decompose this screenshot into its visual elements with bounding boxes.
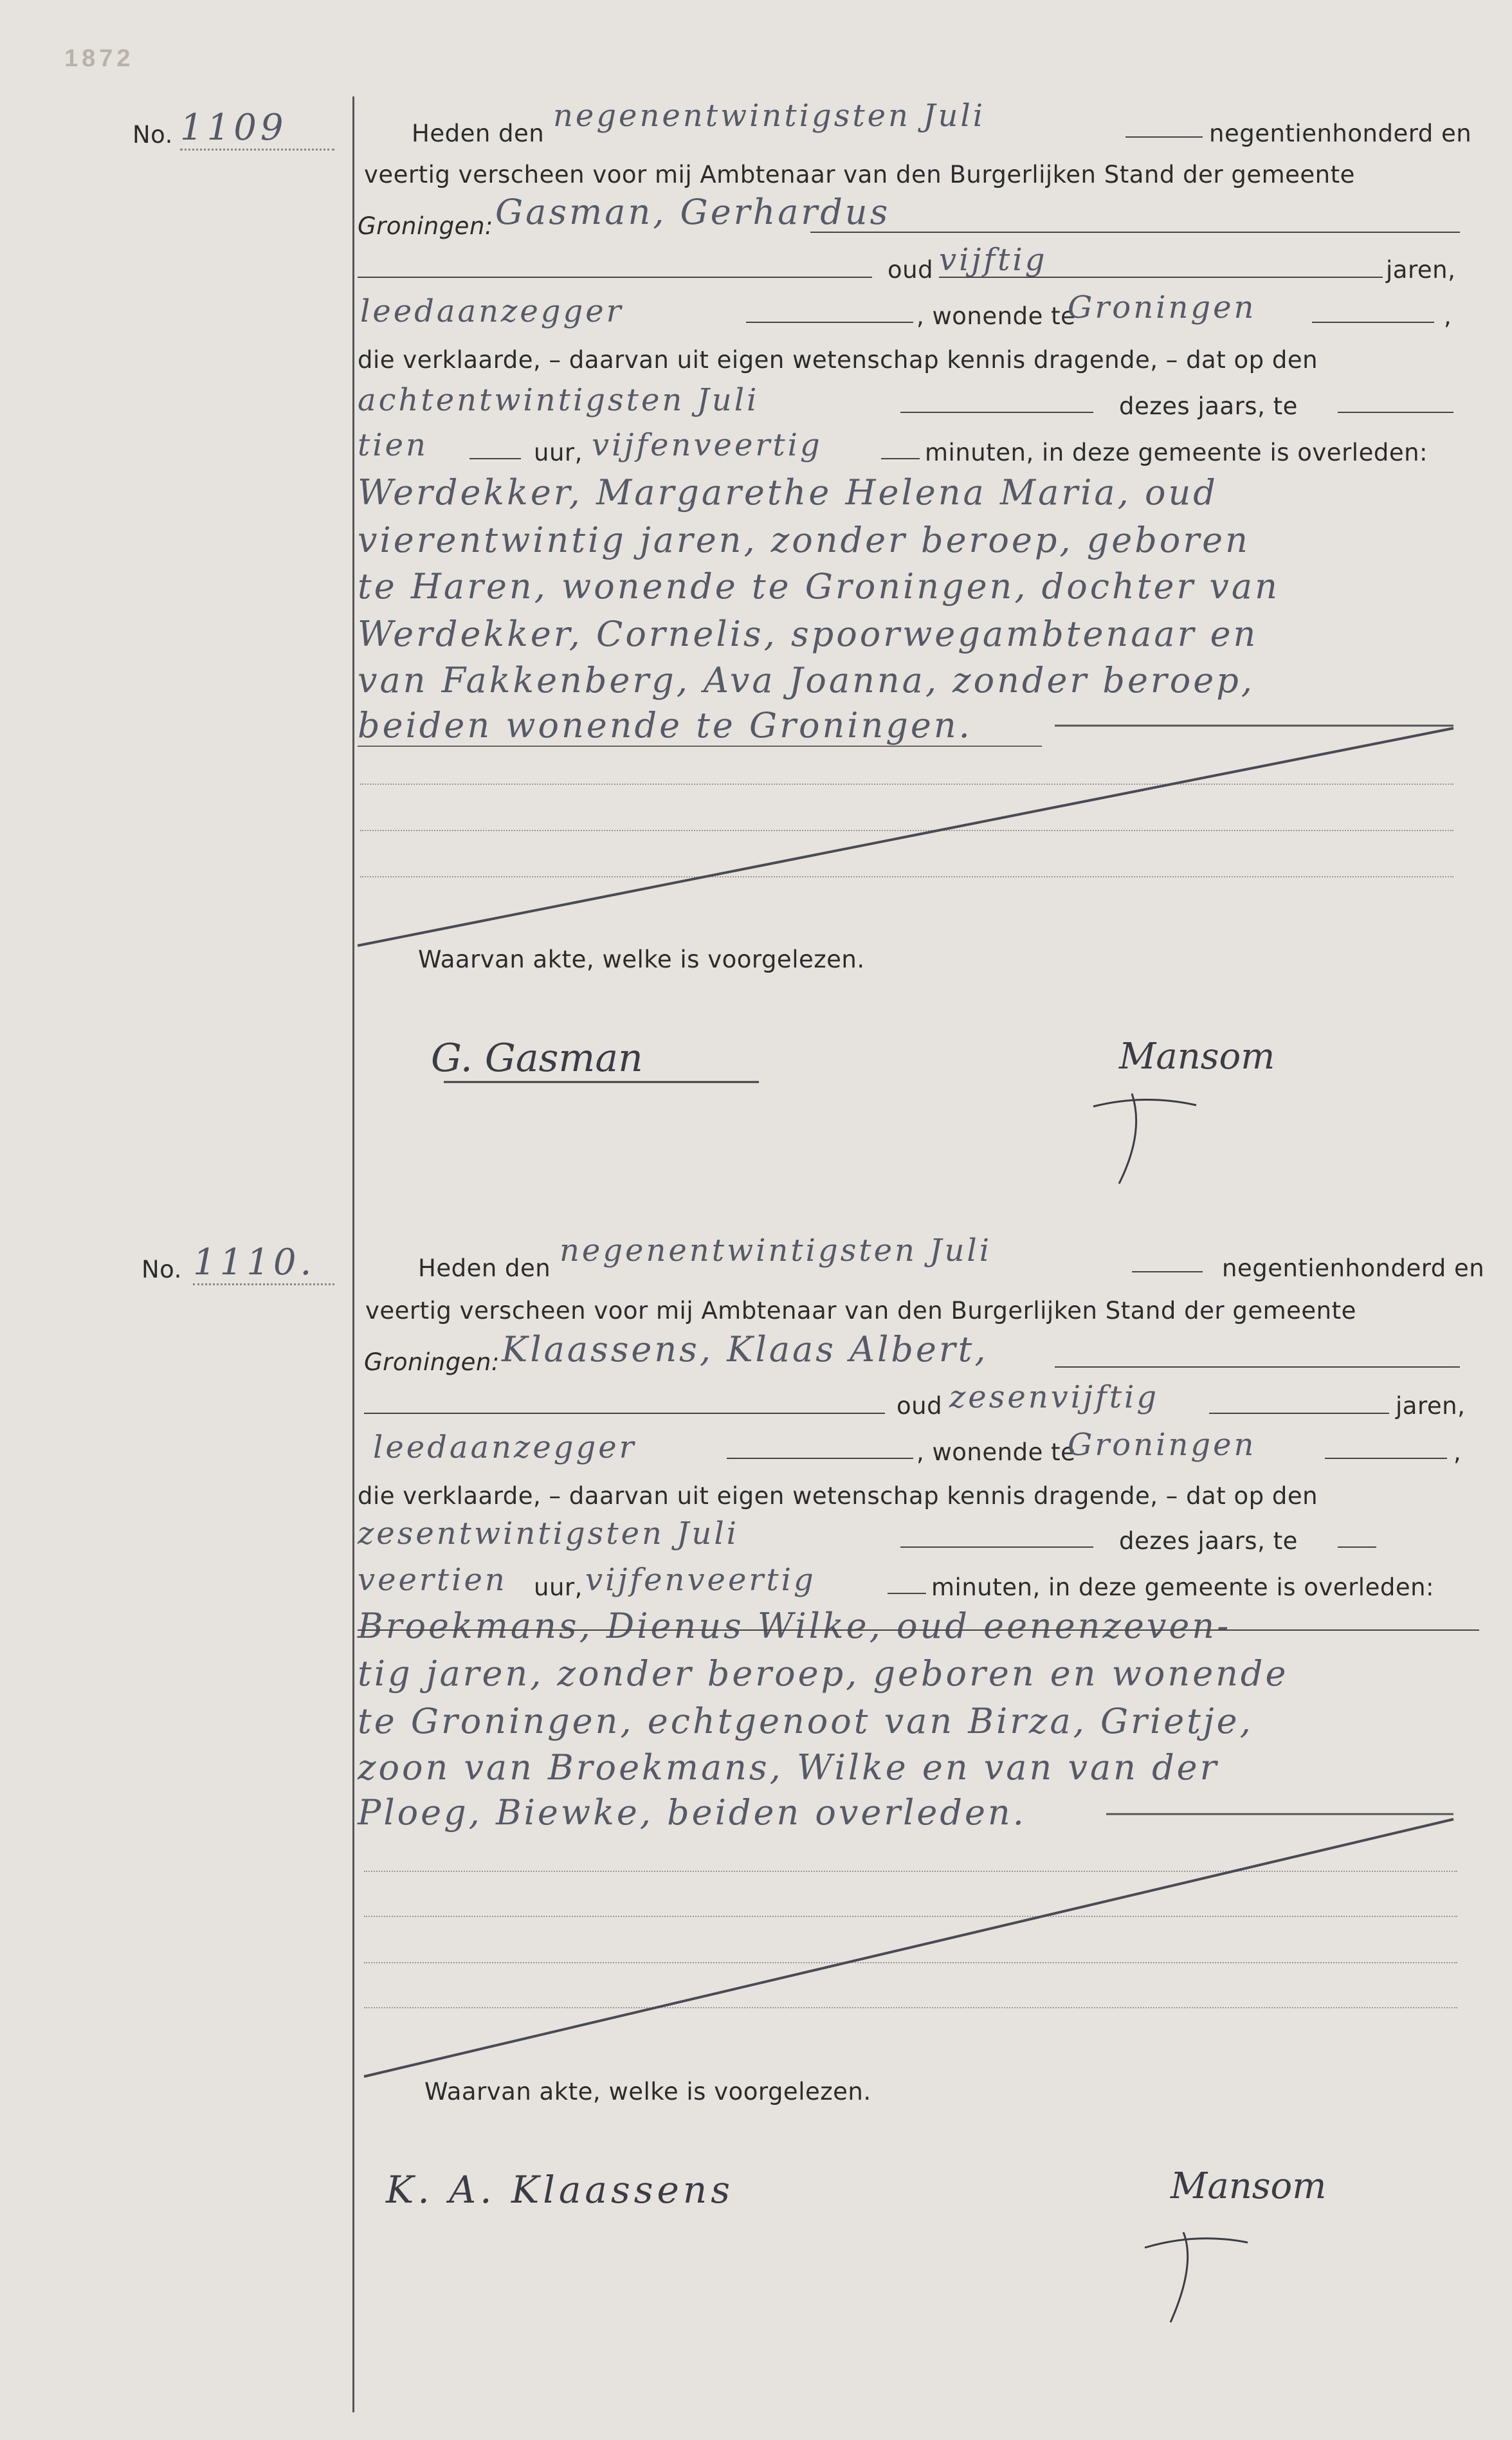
handwritten-body-line-5: van Fakkenberg, Ava Joanna, zonder beroep, <box>358 660 1255 701</box>
act-number: 1109 <box>180 107 334 151</box>
text-oud: oud <box>897 1392 943 1420</box>
text-dezes: dezes jaars, te <box>1119 392 1298 420</box>
signature-official: Mansom <box>1119 1036 1275 1078</box>
handwritten-body-line-1: Werdekker, Margarethe Helena Maria, oud <box>358 472 1218 513</box>
text-groningen: Groningen: <box>364 1348 500 1376</box>
handwritten-body-line-5: Ploeg, Biewke, beiden overleden. <box>358 1792 1026 1833</box>
handwritten-date: negenentwintigsten Juli <box>560 1233 992 1269</box>
handwritten-body-line-2: tig jaren, zonder beroep, geboren en wonende <box>358 1653 1289 1694</box>
diagonal-closing-stroke <box>364 1819 1453 2077</box>
text-oud: oud <box>888 256 934 284</box>
text-comma: , <box>1444 302 1452 330</box>
handwritten-body-line-3: te Groningen, echtgenoot van Birza, Grietje, <box>358 1701 1253 1741</box>
handwritten-residence: Groningen <box>1068 289 1257 326</box>
text-uur: uur, <box>534 439 583 466</box>
text-verklaarde: die verklaarde, – daarvan uit eigen wetenschap kennis dragende, – dat op den <box>358 346 1318 374</box>
signature-declarant: G. Gasman <box>431 1036 643 1081</box>
text-wonende: , wonende te <box>916 302 1076 330</box>
handwritten-minutes: vijfenveertig <box>592 427 823 463</box>
handwritten-body-line-4: zoon van Broekmans, Wilke en van van der <box>358 1747 1219 1788</box>
handwritten-death-date: achtentwintigsten Juli <box>358 382 760 418</box>
handwritten-date: negenentwintigsten Juli <box>553 98 986 134</box>
text-waarvan-akte: Waarvan akte, welke is voorgelezen. <box>418 946 865 973</box>
handwritten-hour: tien <box>358 427 428 463</box>
text-uur: uur, <box>534 1573 583 1601</box>
handwritten-age: zesenvijftig <box>949 1379 1160 1415</box>
handwritten-body-line-2: vierentwintig jaren, zonder beroep, geboren <box>358 520 1250 560</box>
text-minuten: minuten, in deze gemeente is overleden: <box>931 1573 1434 1601</box>
handwritten-minutes: vijfenveertig <box>585 1562 816 1598</box>
text-waarvan-akte: Waarvan akte, welke is voorgelezen. <box>424 2078 871 2105</box>
handwritten-occupation: leedaanzegger <box>360 293 624 329</box>
handwritten-residence: Groningen <box>1068 1427 1257 1463</box>
text-heden: Heden den <box>412 120 545 147</box>
signature-declarant: K. A. Klaassens <box>386 2168 734 2212</box>
signature-flourish <box>1093 1094 1196 1184</box>
handwritten-death-date: zesentwintigsten Juli <box>358 1516 740 1552</box>
handwritten-body-line-6: beiden wonende te Groningen. <box>358 705 972 746</box>
text-heden: Heden den <box>418 1254 551 1282</box>
handwritten-body-line-3: te Haren, wonende te Groningen, dochter van <box>358 566 1280 607</box>
text-comma: , <box>1453 1438 1462 1466</box>
handwritten-age: vijftig <box>939 242 1048 278</box>
text-verklaarde: die verklaarde, – daarvan uit eigen wetenschap kennis dragende, – dat op den <box>358 1482 1318 1510</box>
text-minuten: minuten, in deze gemeente is overleden: <box>925 439 1428 466</box>
text-year: negentienhonderd en <box>1209 120 1472 147</box>
text-jaren: jaren, <box>1386 256 1456 284</box>
handwritten-declarant-name: Gasman, Gerhardus <box>495 192 891 232</box>
handwritten-hour: veertien <box>358 1562 507 1598</box>
text-jaren: jaren, <box>1396 1392 1466 1420</box>
text-dezes: dezes jaars, te <box>1119 1527 1298 1555</box>
handwritten-occupation: leedaanzegger <box>373 1429 637 1465</box>
text-line2: veertig verscheen voor mij Ambtenaar van den Burgerlijken Stand der gemeente <box>365 1297 1356 1325</box>
faded-stamp: 1872 <box>64 45 134 72</box>
handwritten-declarant-name: Klaassens, Klaas Albert, <box>502 1329 988 1370</box>
act-number-label: No. <box>132 121 173 149</box>
handwritten-body-line-4: Werdekker, Cornelis, spoorwegambtenaar en <box>358 614 1259 654</box>
act-number: 1110. <box>193 1242 334 1285</box>
text-year: negentienhonderd en <box>1222 1254 1485 1282</box>
diagonal-closing-stroke <box>358 728 1453 946</box>
signature-flourish <box>1145 2232 1248 2322</box>
text-groningen: Groningen: <box>358 212 493 240</box>
handwritten-body-line-1: Broekmans, Dienus Wilke, oud eenenzeven- <box>358 1606 1232 1646</box>
act-number-label: No. <box>141 1256 182 1283</box>
text-line2: veertig verscheen voor mij Ambtenaar van den Burgerlijken Stand der gemeente <box>364 161 1355 188</box>
text-wonende: , wonende te <box>916 1438 1076 1466</box>
signature-official: Mansom <box>1170 2165 1327 2207</box>
